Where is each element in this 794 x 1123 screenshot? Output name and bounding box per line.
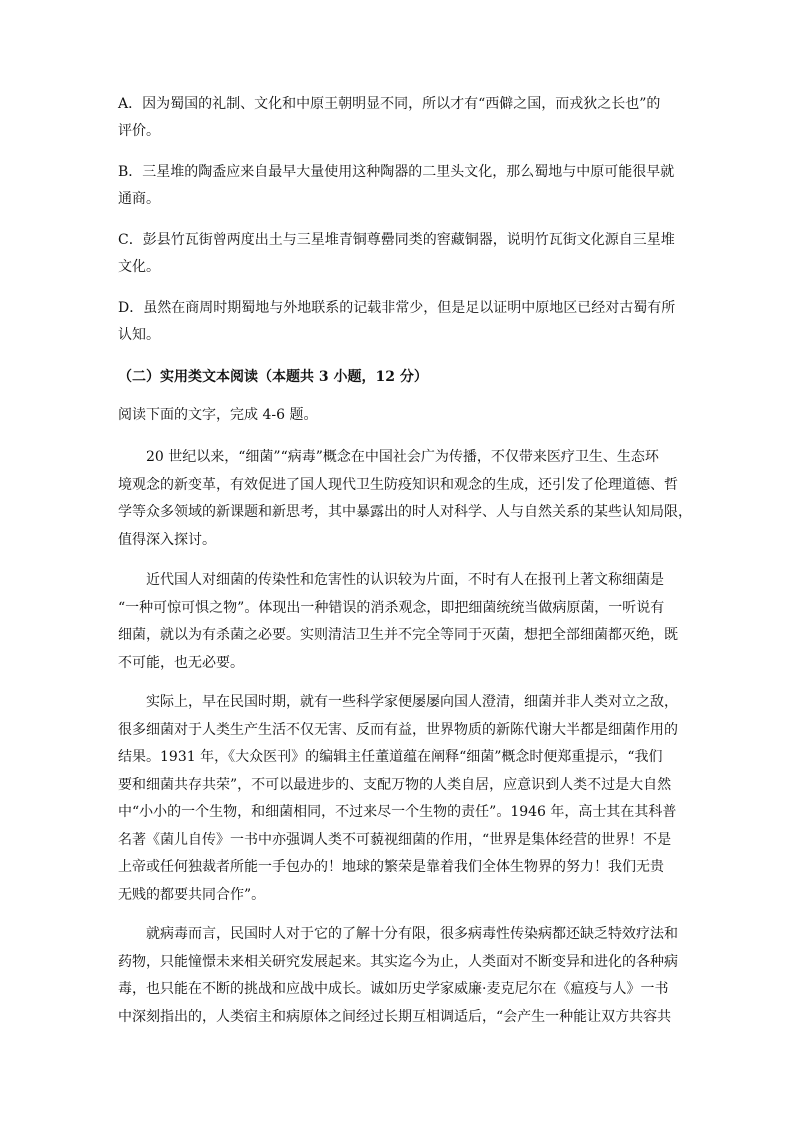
paragraph-3-line-6: 名著《菌儿自传》一书中亦强调人类不可藐视细菌的作用，“世界是集体经营的世界！不是	[118, 831, 672, 848]
passage-paragraph-1	[118, 444, 692, 554]
option-d	[118, 295, 678, 349]
reading-instruction: 阅读下面的文字，完成 4-6 题。	[118, 407, 318, 423]
option-d-line-2: 认知。	[118, 327, 160, 343]
section-heading: （二）实用类文本阅读（本题共 3 小题，12 分）	[118, 369, 428, 385]
passage-paragraph-2	[118, 567, 678, 677]
option-b	[118, 159, 678, 213]
paragraph-2-line-2: “一种可惊可惧之物”。体现出一种错误的消杀观念，即把细菌统统当做病原菌，一听说有	[118, 599, 665, 616]
paragraph-3-line-3: 结果。1931 年，《大众医刊》的编辑主任董道蕴在阐释“细菌”概念时便郑重提示，“我们	[118, 749, 663, 765]
paragraph-3-line-5: 中“小小的一个生物，和细菌相同，不过来尽一个生物的责任”。1946 年，高士其在其科普	[118, 804, 677, 820]
option-b-line-2: 通商。	[118, 191, 160, 207]
paragraph-3-line-1: 实际上，早在民国时期，就有一些科学家便屡屡向国人澄清，细菌并非人类对立之敌，	[146, 694, 678, 710]
paragraph-2-line-3: 细菌，就以为有杀菌之必要。实则清洁卫生并不完全等同于灭菌，想把全部细菌都灭绝，既	[118, 627, 678, 643]
paragraph-2-line-4: 不可能，也无必要。	[118, 654, 244, 671]
paragraph-4-line-4: 中深刻指出的，人类宿主和病原体之间经过长期互相调适后，“会产生一种能让双方共容共	[118, 1008, 672, 1025]
option-b-line-1: B．三星堆的陶盉应来自最早大量使用这种陶器的二里头文化，那么蜀地与中原可能很早就	[118, 164, 675, 180]
paragraph-4-line-2: 药物，只能憧憬未来相关研究发展起来。其实迄今为止，人类面对不断变异和进化的各种病	[118, 953, 678, 970]
paragraph-1-line-1: 20 世纪以来，“细菌”“病毒”概念在中国社会广为传播，不仅带来医疗卫生、生态环	[146, 449, 659, 465]
paragraph-3-line-8: 无贱的都要共同合作”。	[118, 886, 266, 903]
paragraph-3-line-2: 很多细菌对于人类生产生活不仅无害、反而有益，世界物质的新陈代谢大半都是细菌作用的	[118, 721, 678, 738]
paragraph-1-line-2: 境观念的新变革，有效促进了国人现代卫生防疫知识和观念的生成，还引发了伦理道德、哲	[118, 476, 678, 493]
option-d-line-1: D．虽然在商周时期蜀地与外地联系的记载非常少，但是足以证明中原地区已经对古蜀有所	[118, 300, 676, 316]
option-a-line-2: 评价。	[118, 123, 160, 139]
paragraph-2-line-1: 近代国人对细菌的传染性和危害性的认识较为片面，不时有人在报刊上著文称细菌是	[146, 572, 664, 588]
option-c-line-2: 文化。	[118, 259, 160, 275]
option-c	[118, 227, 678, 281]
passage-paragraph-4	[118, 921, 678, 1031]
passage-paragraph-3	[118, 689, 678, 909]
option-a-line-1: A．因为蜀国的礼制、文化和中原王朝明显不同，所以才有“西僻之国，而戎狄之长也”的	[118, 96, 661, 112]
paragraph-3-line-7: 上帝或任何独裁者所能一手包办的！地球的繁荣是靠着我们全体生物界的努力！我们无贵	[118, 859, 664, 875]
paragraph-1-line-3: 学等众多领域的新课题和新思考，其中暴露出的时人对科学、人与自然关系的某些认知局限，	[118, 504, 692, 520]
option-c-line-1: C．彭县竹瓦街曾两度出土与三星堆青铜尊罍同类的窖藏铜器，说明竹瓦街文化源自三星堆	[118, 232, 675, 248]
paragraph-3-line-4: 要和细菌共存共荣”，不可以最进步的、支配万物的人类自居，应意识到人类不过是大自然	[118, 776, 672, 793]
paragraph-4-line-3: 毒，也只能在不断的挑战和应战中成长。诚如历史学家威廉·麦克尼尔在《瘟疫与人》一书	[118, 981, 669, 997]
paragraph-4-line-1: 就病毒而言，民国时人对于它的了解十分有限，很多病毒性传染病都还缺乏特效疗法和	[146, 926, 678, 942]
paragraph-1-line-4: 值得深入探讨。	[118, 531, 216, 548]
option-a	[118, 91, 678, 145]
